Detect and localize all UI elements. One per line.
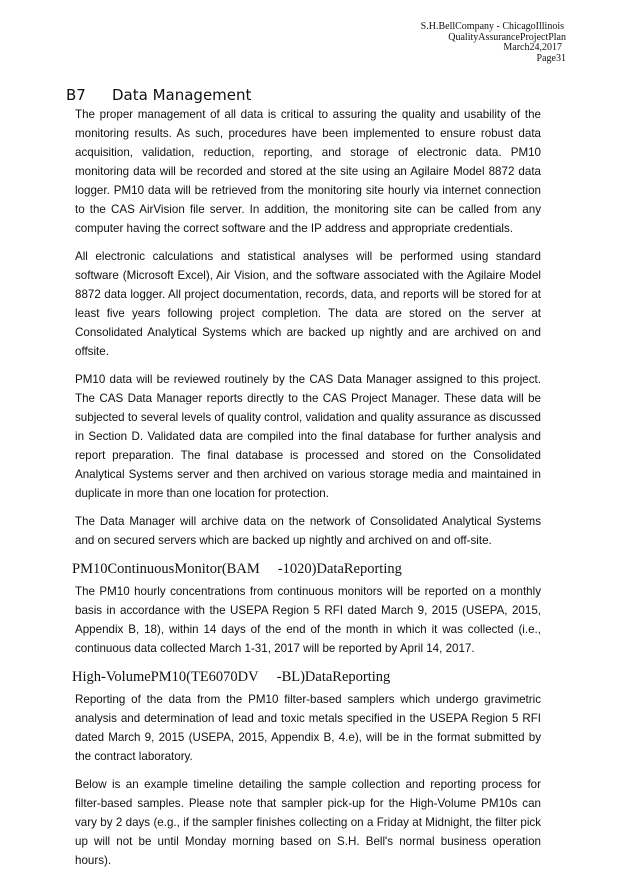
paragraph: The proper management of all data is critical to assuring the quality and usability of the monitoring results. As such, procedures have been implemented to ensure robust data acquisition, validation, reduction, reporting, and storage of electronic data. PM10 monitoring data will be recorded and stored at the site using an Agilaire Model 8872 data logger. PM10 data will be retrieved from the monitoring site hourly via internet connection to the CAS AirVision file server. In addition, the monitoring site can be called from any computer having the correct software and the IP address and appropriate credentials. xyxy=(75,108,541,235)
paragraph: Below is an example timeline detailing the sample collection and reporting process for filter-based samples. Please note that sampler pick-up for the High-Volume PM10s can vary by 2 days (e.g., if the sampler finishes collecting on a Friday at Midnight, the filter pick up will not be until Monday morning based on S.H. Bell's normal business operation hours). xyxy=(75,778,541,867)
paragraph: The Data Manager will archive data on the network of Consolidated Analytical Systems and on secured servers which are backed up nightly and archived on and off-site. xyxy=(75,515,541,547)
paragraph: Reporting of the data from the PM10 filter-based samplers which undergo gravimetric analysis and determination of lead and toxic metals specified in the USEPA Region 5 RFI dated March 9, 2015 (USEPA, 2015, Appendix B, 4.e), will be in the format submitted by the contract laboratory. xyxy=(75,693,541,763)
header-plan: QualityAssuranceProjectPlan xyxy=(448,31,566,43)
subsection-heading-continuous: PM10ContinuousMonitor(BAM -1020)DataReporting xyxy=(72,561,402,577)
document-body xyxy=(72,105,541,879)
section-title: Data Management xyxy=(112,86,252,104)
paragraph: All electronic calculations and statistical analyses will be performed using standard software (Microsoft Excel), Air Vision, and the software associated with the Agilaire Model 8872 data logger. All project documentation, records, data, and reports will be stored for at least five years following project completion. The data are stored on the server at Consolidated Analytical Systems which are backed up nightly and are archived on and offsite. xyxy=(75,250,541,358)
section-number: B7 xyxy=(66,86,86,104)
subsection-heading-high-volume: High-VolumePM10(TE6070DV -BL)DataReporting xyxy=(72,669,391,685)
section-heading xyxy=(66,86,251,104)
page-header xyxy=(420,21,566,64)
header-company: S.H.BellCompany - ChicagoIllinois xyxy=(420,21,564,32)
header-page: Page31 xyxy=(536,52,566,64)
paragraph: PM10 data will be reviewed routinely by the CAS Data Manager assigned to this project. The CAS Data Manager reports directly to the CAS Project Manager. These data will be subjected to several levels of quality control, validation and quality assurance as discussed in Section D. Validated data are compiled into the final database for further analysis and report preparation. The final database is processed and stored on the Consolidated Analytical Systems server and then archived on various storage media and maintained in duplicate in more than one location for protection. xyxy=(75,373,541,500)
header-date: March24,2017 xyxy=(503,42,562,53)
paragraph: The PM10 hourly concentrations from continuous monitors will be reported on a monthly basis in accordance with the USEPA Region 5 RFI dated March 9, 2015 (USEPA, 2015, Appendix B, 18), within 14 days of the end of the month in which it was collected (i.e., continuous data collected March 1-31, 2017 will be reported by April 14, 2017. xyxy=(75,585,541,655)
